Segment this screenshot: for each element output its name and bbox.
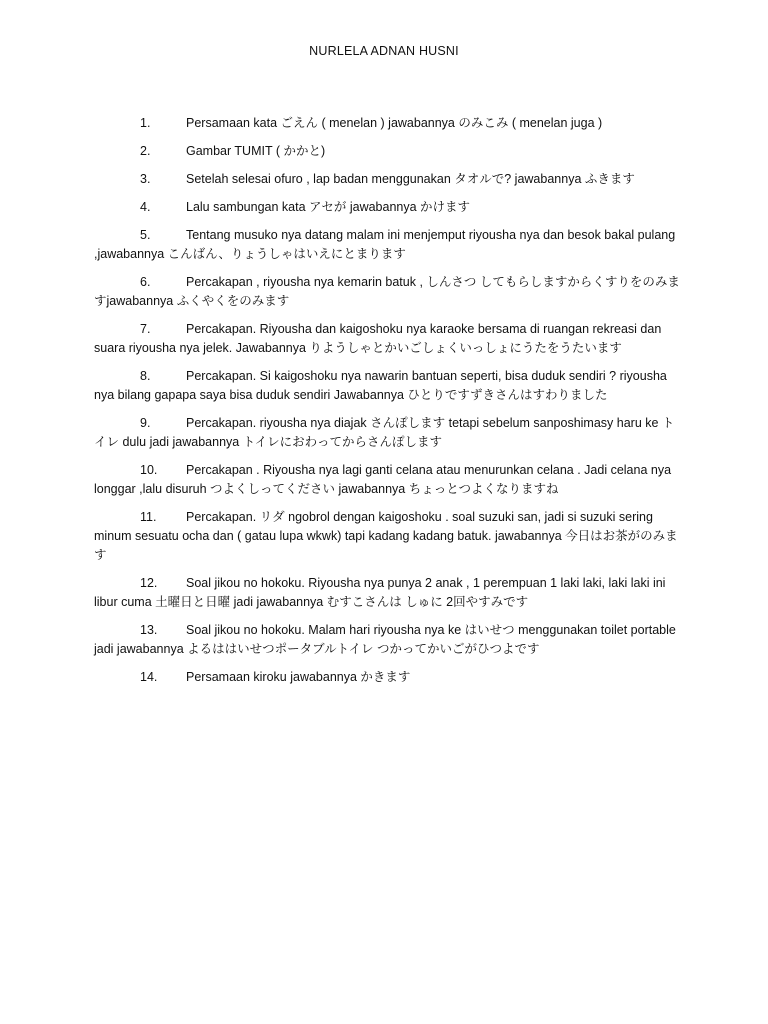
item-text: Setelah selesai ofuro , lap badan menggunakan タオルで? jawabannya ふきます xyxy=(186,172,635,186)
list-item xyxy=(94,273,682,311)
item-number: 11. xyxy=(140,510,157,524)
list-item xyxy=(94,142,682,161)
item-text: Percakapan. Si kaigoshoku nya nawarin bantuan seperti, bisa duduk sendiri ? riyousha nya bilang gapapa saya bisa duduk sendiri Jawabannya ひとりですずきさんはすわりました xyxy=(94,369,667,402)
list-item xyxy=(94,461,682,499)
list-item xyxy=(94,114,682,133)
item-text: Percakapan. riyousha nya diajak さんぽします tetapi sebelum sanposhimasy haru ke トイレ dulu jadi jawabannya トイレにおわってからさんぽします xyxy=(94,416,675,449)
item-text: Persamaan kiroku jawabannya かきます xyxy=(186,670,411,684)
item-number: 1. xyxy=(140,116,151,130)
item-number: 12. xyxy=(140,576,158,590)
item-text: Persamaan kata ごえん ( menelan ) jawabannya のみこみ ( menelan juga ) xyxy=(186,116,603,130)
list-item xyxy=(94,367,682,405)
item-text: Lalu sambungan kata アセが jawabannya かけます xyxy=(186,200,471,214)
list-item xyxy=(94,574,682,612)
list-item xyxy=(94,226,682,264)
item-number: 5. xyxy=(140,228,151,242)
item-number: 9. xyxy=(140,416,151,430)
list-item xyxy=(94,198,682,217)
list-item xyxy=(94,508,682,565)
list-item xyxy=(94,170,682,189)
item-text: Tentang musuko nya datang malam ini menjemput riyousha nya dan besok bakal pulang ,jawabannya こんばん、りょうしゃはいえにとまります xyxy=(94,228,676,261)
item-text: Gambar TUMIT ( かかと) xyxy=(186,144,326,158)
item-number: 6. xyxy=(140,275,151,289)
list-item xyxy=(94,320,682,358)
item-number: 2. xyxy=(140,144,151,158)
item-text: Percakapan , riyousha nya kemarin batuk , しんさつ してもらしますからくすりをのみますjawabannya ふくやくをのみます xyxy=(94,275,680,308)
item-number: 7. xyxy=(140,322,151,336)
list-item xyxy=(94,668,682,687)
item-number: 14. xyxy=(140,670,158,684)
item-number: 3. xyxy=(140,172,151,186)
item-text: Soal jikou no hokoku. Riyousha nya punya 2 anak , 1 perempuan 1 laki laki, laki laki ini libur cuma 土曜日と日曜 jadi jawabannya むすこさんは しゅに 2回やすみです xyxy=(94,576,666,609)
list-item xyxy=(94,621,682,659)
document-title: NURLELA ADNAN HUSNI xyxy=(309,44,459,58)
item-text: Percakapan. リダ ngobrol dengan kaigoshoku . soal suzuki san, jadi si suzuki sering minum sesuatu ocha dan ( gatau lupa wkwk) tapi kadang kadang batuk. jawabannya 今日はお茶がのみます xyxy=(94,510,678,562)
question-list xyxy=(94,114,682,696)
list-item xyxy=(94,414,682,452)
item-number: 10. xyxy=(140,463,158,477)
item-number: 13. xyxy=(140,623,158,637)
item-number: 8. xyxy=(140,369,151,383)
item-text: Percakapan. Riyousha dan kaigoshoku nya karaoke bersama di ruangan rekreasi dan suara riyousha nya jelek. Jawabannya りようしゃとかいごしょくいっしょにうたをうたいます xyxy=(94,322,662,355)
item-text: Soal jikou no hokoku. Malam hari riyousha nya ke はいせつ menggunakan toilet portable jadi jawabannya よるははいせつポータブルトイレ つかってかいごがひつよです xyxy=(94,623,676,656)
item-text: Percakapan . Riyousha nya lagi ganti celana atau menurunkan celana . Jadi celana nya longgar ,lalu disuruh つよくしってください jawabannya ちょっとつよくなりますね xyxy=(94,463,672,496)
item-number: 4. xyxy=(140,200,151,214)
